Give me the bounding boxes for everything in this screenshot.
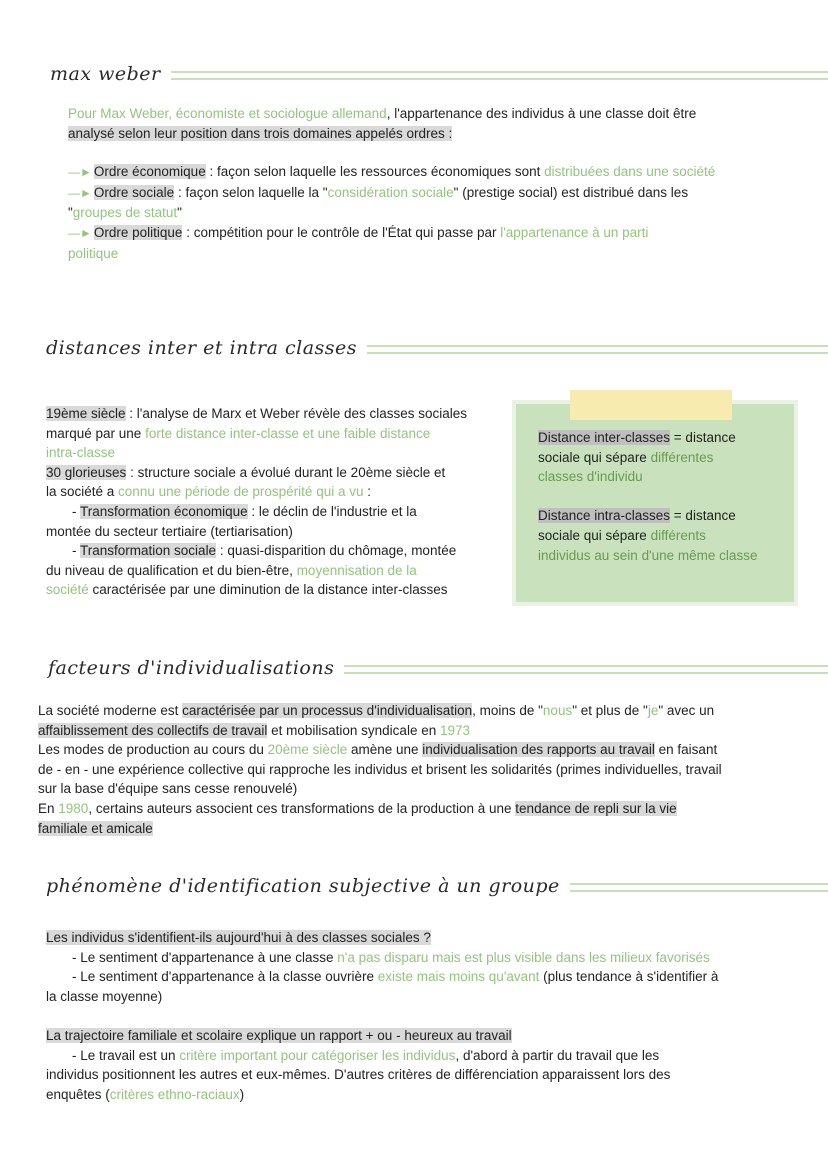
text: : l'analyse de Marx et Weber révèle des classes sociales [125,406,468,421]
text: ) [239,1086,245,1102]
line [38,799,798,819]
line [46,928,796,948]
title-text: facteurs d'individualisations [48,657,335,680]
text: (plus tendance à s'identifier à [539,969,719,985]
order-economique [68,162,768,183]
line [46,541,506,561]
line [46,482,506,502]
order-politique [68,223,768,244]
quote: " [177,205,182,221]
text: , certains auteurs associent ces transformations de la production à une [88,800,516,816]
line [46,1026,796,1046]
order-green: distribuées dans une société [544,164,716,180]
text: la classe moyenne) [46,988,163,1004]
term: Distance inter-classes [538,430,671,445]
text: , d'abord à partir du travail que les [455,1047,660,1063]
text: = distance [670,430,736,445]
intro-line2: analysé selon leur position dans trois domaines appelés ordres : [68,125,453,141]
line [46,463,506,483]
order-text: : façon selon laquelle la " [174,184,328,200]
section-title-weber [50,60,828,90]
section-title-distances [46,334,828,364]
text: " avec un [658,703,715,718]
green-text: différentes [650,449,714,465]
text: - Le sentiment d'appartenance à la classe ouvrière [72,969,378,985]
title-underline [367,345,828,354]
highlight: familiale et amicale [38,820,153,836]
order-green: politique [68,245,119,261]
weber-intro-line2 [68,124,768,144]
term: 30 glorieuses [46,464,127,480]
question: La trajectoire familiale et scolaire explique un rapport + ou - heureux au travail [46,1027,512,1043]
green-text: existe mais moins qu'avant [377,969,540,985]
facteurs-body [38,701,798,838]
green-text: société [46,582,89,598]
term: Transformation économique [80,503,248,519]
definition-box-content [538,428,768,565]
order-text: : façon selon laquelle les ressources économiques sont [205,164,545,180]
term: 19ème siècle [46,406,126,421]
highlight: caractérisée par un processus d'individualisation [182,703,473,718]
text: - Le travail est un [72,1047,180,1063]
section-title-identification [46,872,828,902]
weber-intro [68,104,768,124]
weber-body [68,104,768,263]
title-text: max weber [50,63,161,86]
text: de - en - une expérience collective qui rapproche les individus et brisent les solidarités (primes individuelles, travail [38,761,722,777]
title-underline [344,665,828,674]
order-term: Ordre sociale [93,184,175,200]
text: : quasi-disparition du chômage, montée [216,543,457,559]
dash: - [72,503,81,519]
text: amène une [347,742,423,758]
order-sociale-cont [68,203,768,223]
text: sur la base d'équipe sans cesse renouvelé) [38,781,298,797]
arrow-right-icon: —► [68,225,92,240]
text: du niveau de qualification et du bien-être, [46,562,297,578]
text: la société a [46,484,119,500]
line [38,721,798,741]
green-text: classes d'individu [538,469,643,485]
line [46,967,796,987]
text: sociale qui sépare [538,449,651,465]
green-text: individus au sein d'une même classe [538,547,758,563]
text: enquêtes ( [46,1086,110,1102]
line [538,546,768,566]
identification-body [46,928,796,1104]
text: caractérisée par une diminution de la distance inter-classes [88,582,448,598]
title-underline [171,71,828,80]
tape-decoration [570,390,732,420]
order-green: l'appartenance à un parti [500,224,649,240]
green-text: n'a pas disparu mais est plus visible dans les milieux favorisés [337,949,710,965]
order-politique-cont [68,244,768,264]
green-text: intra-classe [46,445,116,461]
distances-body [46,404,506,600]
line [38,819,798,839]
intro-green: Pour Max Weber, économiste et sociologue allemand [68,106,387,121]
order-term: Ordre économique [93,164,206,180]
highlight: individualisation des rapports au travail [422,742,655,758]
intro-rest: , l'appartenance des individus à une classe doit être [386,106,697,121]
green-text: forte distance inter-classe et une faible distance [145,425,431,441]
line [46,561,506,581]
green-text: 1980 [58,800,89,816]
text: individus positionnent les autres et eux-mêmes. D'autres critères de différenciation apparaissent lors des [46,1067,671,1083]
line [46,502,506,522]
line [46,948,796,968]
text: - Le sentiment d'appartenance à une classe [72,949,338,965]
title-text: distances inter et intra classes [46,337,358,360]
text: Les modes de production au cours du [38,742,268,758]
green-text: moyennisation de la [296,562,417,578]
line [46,1065,796,1085]
line [38,779,798,799]
line [538,467,768,487]
line [46,1085,796,1105]
text: : structure sociale a évolué durant le 20ème siècle et [126,464,446,480]
text: en faisant [654,742,718,758]
green-text: connu une période de prospérité qui a vu [118,484,364,500]
green-text: 1973 [439,722,471,738]
line [46,443,506,463]
line [538,506,768,526]
highlight: tendance de repli sur la vie [515,800,677,816]
line [46,1046,796,1066]
line [538,448,768,468]
arrow-right-icon: —► [68,165,92,180]
line [538,526,768,546]
text: marqué par une [46,425,146,441]
line [46,987,796,1007]
text: En [38,800,59,816]
order-text: " (prestige social) est distribué dans les [453,184,689,200]
green-text: différents [650,527,706,543]
green-text: je [647,703,659,718]
highlight: affaiblissement des collectifs de travail [38,722,268,738]
order-green: groupes de statut [72,205,178,221]
question: Les individus s'identifient-ils aujourd'hui à des classes sociales ? [46,930,431,945]
text: " et plus de " [572,703,648,718]
term: Distance intra-classes [538,508,671,524]
title-text: phénomène d'identification subjective à un groupe [46,875,560,898]
green-text: 20ème siècle [267,742,348,758]
green-text: critère important pour catégoriser les individus [179,1047,456,1063]
text: et mobilisation syndicale en [267,722,440,738]
title-underline [570,883,828,892]
dash: - [72,543,81,559]
term: Transformation sociale [80,543,217,559]
order-term: Ordre politique [93,224,183,240]
line [46,580,506,600]
text: , moins de " [472,703,543,718]
line [38,740,798,760]
line [46,404,506,424]
text: La société moderne est [38,703,183,718]
order-sociale [68,183,768,204]
line [46,424,506,444]
green-text: nous [542,703,573,718]
line [46,522,506,542]
text: = distance [670,508,736,524]
section-title-facteurs [48,654,828,684]
text: : [363,484,371,500]
order-green: considération sociale [327,184,454,200]
green-text: critères ethno-raciaux [109,1086,240,1102]
text: sociale qui sépare [538,527,651,543]
text: : le déclin de l'industrie et la [247,503,417,519]
line [38,701,798,721]
arrow-right-icon: —► [68,185,92,200]
line [538,428,768,448]
text: montée du secteur tertiaire (tertiarisation) [46,523,293,539]
order-text: : compétition pour le contrôle de l'État qui passe par [182,224,501,240]
line [38,760,798,780]
quote: " [68,205,73,221]
